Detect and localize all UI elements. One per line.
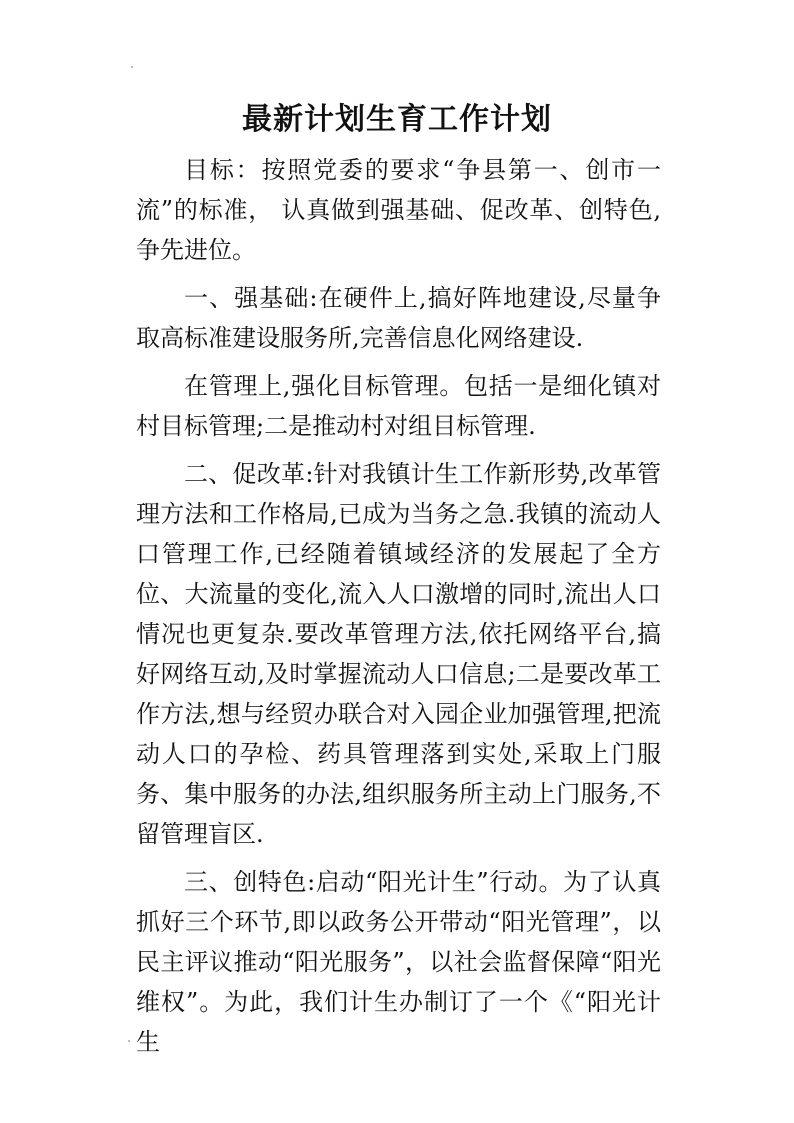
- paragraph-management: 在管理上,强化目标管理。包括一是细化镇对村目标管理;二是推动村对组目标管理.: [136, 372, 661, 440]
- scan-speck: [128, 1040, 130, 1042]
- paragraph-create-features: 三、创特色:启动“阳光计生”行动。为了认真抓好三个环节,即以政务公开带动“阳光管理”，以民主评议推动“阳光服务”，以社会监督保障“阳光维权”。为此，我们计生办制订了一个《“阳光计生: [136, 868, 661, 1056]
- paragraph-promote-reform: 二、促改革:针对我镇计生工作新形势,改革管理方法和工作格局,已成为当务之急.我镇的流动人口管理工作,已经随着镇域经济的发展起了全方位、大流量的变化,流入人口激增的同时,流出人口情况也更复杂.要改革管理方法,依托网络平台,搞好网络互动,及时掌握流动人口信息;二是要改革工作方法,想与经贸办联合对入园企业加强管理,把流动人口的孕检、药具管理落到实处,采取上门服务、集中服务的办法,组织服务所主动上门服务,不留管理盲区.: [136, 460, 661, 848]
- paragraph-goal: 目标：按照党委的要求“争县第一、创市一流”的标准， 认真做到强基础、促改革、创特色,争先进位。: [136, 156, 661, 264]
- scan-speck: [131, 66, 133, 68]
- document-title: 最新计划生育工作计划: [242, 102, 552, 137]
- document-body: [136, 150, 661, 1070]
- paragraph-strengthen-foundation: 一、强基础:在硬件上,搞好阵地建设,尽量争取高标准建设服务所,完善信息化网络建设.: [136, 284, 661, 352]
